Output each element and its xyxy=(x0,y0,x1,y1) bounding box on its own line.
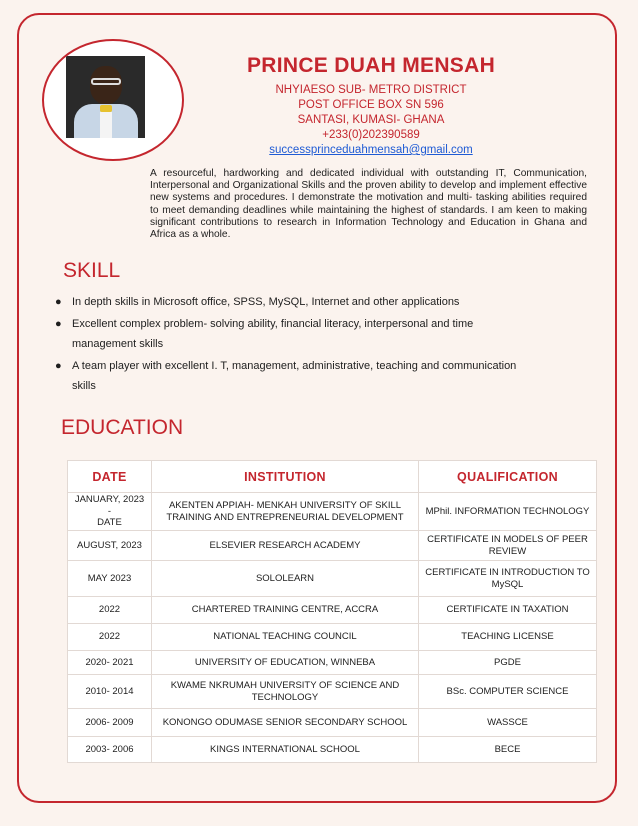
cell-qualification: BECE xyxy=(419,737,597,763)
cell-qualification: WASSCE xyxy=(419,709,597,737)
bullet-icon: ● xyxy=(55,318,62,330)
table-row xyxy=(68,709,597,737)
table-row xyxy=(68,531,597,561)
skill-item: ● A team player with excellent I. T, management, administrative, teaching and communication skills xyxy=(50,356,530,396)
profile-photo-frame xyxy=(42,39,184,161)
table-row xyxy=(68,493,597,531)
candidate-name: PRINCE DUAH MENSAH xyxy=(246,54,496,77)
education-table xyxy=(67,460,597,763)
column-header-date: DATE xyxy=(68,461,152,493)
bullet-icon: ● xyxy=(55,296,62,308)
table-row xyxy=(68,737,597,763)
cell-institution: NATIONAL TEACHING COUNCIL xyxy=(152,624,419,651)
education-rows xyxy=(68,493,597,763)
cell-date: JANUARY, 2023 - DATE xyxy=(68,493,152,531)
cell-date: 2022 xyxy=(68,597,152,624)
cell-qualification: CERTIFICATE IN MODELS OF PEER REVIEW xyxy=(419,531,597,561)
contact-city: SANTASI, KUMASI- GHANA xyxy=(297,114,445,126)
cell-date: 2006- 2009 xyxy=(68,709,152,737)
cell-institution: UNIVERSITY OF EDUCATION, WINNEBA xyxy=(152,651,419,675)
cell-qualification: TEACHING LICENSE xyxy=(419,624,597,651)
contact-phone: +233(0)202390589 xyxy=(322,129,420,141)
table-row xyxy=(68,624,597,651)
cell-institution: SOLOLEARN xyxy=(152,561,419,597)
cell-qualification: CERTIFICATE IN INTRODUCTION TO MySQL xyxy=(419,561,597,597)
contact-email-link[interactable]: successprinceduahmensah@gmail.com xyxy=(269,144,473,156)
cell-institution: ELSEVIER RESEARCH ACADEMY xyxy=(152,531,419,561)
cell-institution: AKENTEN APPIAH- MENKAH UNIVERSITY OF SKILL TRAINING AND ENTREPRENEURIAL DEVELOPMENT xyxy=(152,493,419,531)
profile-photo xyxy=(66,56,145,138)
cell-date: MAY 2023 xyxy=(68,561,152,597)
skill-heading: SKILL xyxy=(63,259,121,282)
cell-institution: KONONGO ODUMASE SENIOR SECONDARY SCHOOL xyxy=(152,709,419,737)
skill-item: ● Excellent complex problem- solving ability, financial literacy, interpersonal and time management skills xyxy=(50,314,530,354)
profile-summary: A resourceful, hardworking and dedicated individual with outstanding IT, Communication, Interpersonal and Organizational Skills and the proven ability to develop and implement effective new systems and procedures. I demonstrate the motivation and multi- tasking abilities required to meet demanding deadlines while maintaining the highest of standards. I am keen to making significant contributions to research in Information Technology and Education in Ghana and Africa as a whole. xyxy=(150,168,587,241)
table-row xyxy=(68,651,597,675)
cell-qualification: MPhil. INFORMATION TECHNOLOGY xyxy=(419,493,597,531)
column-header-qualification: QUALIFICATION xyxy=(419,461,597,493)
cell-date: 2022 xyxy=(68,624,152,651)
cell-date: 2020- 2021 xyxy=(68,651,152,675)
table-header-row xyxy=(68,461,597,493)
cell-qualification: BSc. COMPUTER SCIENCE xyxy=(419,675,597,709)
skill-list xyxy=(50,292,530,398)
column-header-institution: INSTITUTION xyxy=(152,461,419,493)
cell-institution: KINGS INTERNATIONAL SCHOOL xyxy=(152,737,419,763)
skill-item: ● In depth skills in Microsoft office, SPSS, MySQL, Internet and other applications xyxy=(50,292,530,312)
table-row xyxy=(68,675,597,709)
contact-block xyxy=(172,83,570,158)
table-row xyxy=(68,597,597,624)
cell-date: AUGUST, 2023 xyxy=(68,531,152,561)
bullet-icon: ● xyxy=(55,360,62,372)
cell-institution: KWAME NKRUMAH UNIVERSITY OF SCIENCE AND TECHNOLOGY xyxy=(152,675,419,709)
education-heading: EDUCATION xyxy=(61,416,184,439)
cell-date: 2010- 2014 xyxy=(68,675,152,709)
contact-district: NHYIAESO SUB- METRO DISTRICT xyxy=(275,84,467,96)
cell-qualification: CERTIFICATE IN TAXATION xyxy=(419,597,597,624)
table-row xyxy=(68,561,597,597)
cell-date: 2003- 2006 xyxy=(68,737,152,763)
cell-qualification: PGDE xyxy=(419,651,597,675)
cell-institution: CHARTERED TRAINING CENTRE, ACCRA xyxy=(152,597,419,624)
contact-po-box: POST OFFICE BOX SN 596 xyxy=(298,99,444,111)
